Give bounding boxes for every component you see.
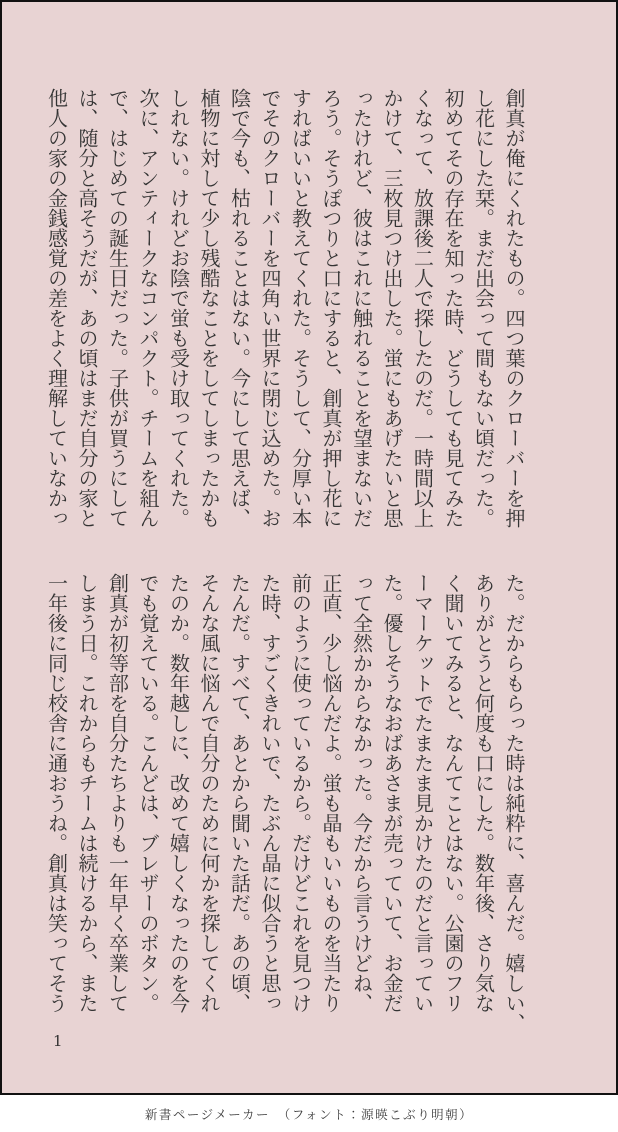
text-column: ろう。そうぽつりと口にすると、創真が押し花に [319, 88, 343, 528]
text-column: たんだ。すべて、あとから聞いた話だ。あの頃、 [227, 573, 252, 1013]
text-column: 前のように使っているから。だけどこれを見つけ [288, 573, 313, 1013]
text-column: すればいいと教えてくれた。そうして、分厚い本 [288, 88, 313, 528]
footer [0, 1095, 618, 1132]
page-number: 1 [53, 1032, 63, 1050]
text-column: ありがとうと何度も口にした。数年後、さり気な [471, 573, 496, 1013]
text-column: ーマーケットでたまたま見かけたのだと言ってい [410, 573, 435, 1013]
text-column: くなって、放課後二人で探したのだ。一時間以上 [410, 88, 435, 528]
text-column: って全然かからなかった。今だから言うけどね、 [349, 573, 374, 1013]
text-column: 陰で今も、枯れることはない。今にして思えば、 [227, 88, 252, 528]
text-column: でも覚えている。こんどは、ブレザーのボタン。 [136, 573, 160, 1013]
text-column: た時、すごくきれいで、たぶん晶に似合うと思っ [258, 573, 282, 1013]
text-column: ったけれど、彼はこれに触れることを望まないだ [349, 88, 374, 528]
text-column: たのか。数年越しに、改めて嬉しくなったのを今 [166, 573, 191, 1013]
text-column: 正直、少し悩んだよ。蛍も晶もいいものを当たり [319, 573, 343, 1013]
text-column: で、はじめての誕生日だった。子供が買うにして [105, 88, 130, 528]
text-column: かけて、三枚見つけ出した。蛍にもあげたいと思 [380, 88, 404, 528]
text-column: は、随分と高そうだが、あの頃はまだ自分の家と [75, 88, 99, 528]
text-column: でそのクローバーを四角い世界に閉じ込めた。お [258, 88, 282, 528]
footer-caption: 新書ページメーカー （フォント：源暎こぶり明朝） [144, 1106, 474, 1122]
text-column: た。優しそうなおばあさまが売っていて、お金だ [380, 573, 404, 1013]
text-block-bottom [41, 573, 529, 1033]
text-column: く聞いてみると、なんてことはない。公園のフリ [441, 573, 465, 1013]
text-column: しれない。けれどお陰で蛍も受け取ってくれた。 [166, 88, 191, 528]
text-column: し花にした栞。まだ出会って間もない頃だった。 [471, 88, 496, 528]
text-column: 次に、アンティークなコンパクト。チームを組ん [136, 88, 160, 528]
text-column: そんな風に悩んで自分のために何かを探してくれ [197, 573, 221, 1013]
text-column: しまう日。これからもチームは続けるから、また [75, 573, 99, 1013]
text-column: 創真が初等部を自分たちよりも一年早く卒業して [105, 573, 130, 1013]
text-column: 創真が俺にくれたもの。四つ葉のクローバーを押 [502, 88, 526, 528]
text-column: 他人の家の金銭感覚の差をよく理解していなかっ [44, 88, 69, 528]
text-column: 初めてその存在を知った時、どうしても見てみた [441, 88, 465, 528]
text-column: た。だからもらった時は純粋に、喜んだ。嬉しい、 [502, 573, 526, 1033]
text-column: 一年後に同じ校舎に通おうね。創真は笑ってそう [44, 573, 69, 1013]
text-column: 植物に対して少し残酷なことをしてしまったかも [197, 88, 221, 528]
text-block-top [41, 88, 529, 540]
